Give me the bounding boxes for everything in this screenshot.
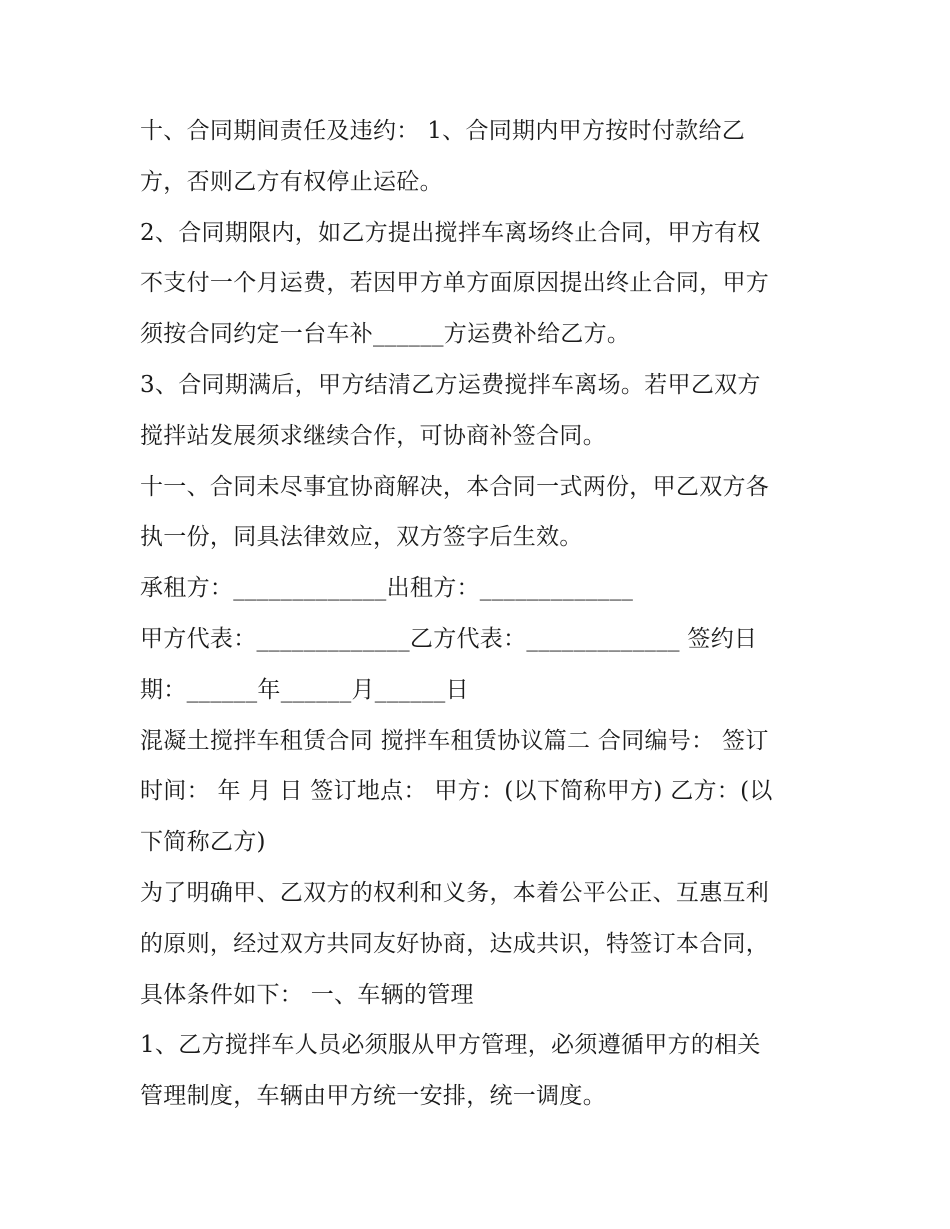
signature-line-parties: 承租方：_____________出租方：_____________ (140, 575, 634, 602)
text-line: 搅拌站发展须求继续合作，可协商补签合同。 (140, 422, 606, 449)
text-line: 方，否则乙方有权停止运砼。 (140, 168, 443, 195)
text-line: 2、合同期限内，如乙方提出搅拌车离场终止合同，甲方有权 (140, 219, 761, 246)
text-line: 十一、合同未尽事宜协商解决，本合同一式两份，甲乙双方各 (140, 473, 770, 500)
text-line: 混凝土搅拌车租赁合同 搅拌车租赁协议篇二 合同编号： 签订 (140, 727, 769, 754)
text-line: 时间： 年 月 日 签订地点： 甲方：(以下简称甲方) 乙方：(以 (140, 778, 773, 805)
text-line: 3、合同期满后，甲方结清乙方运费搅拌车离场。若甲乙双方 (140, 371, 761, 398)
text-line: 具体条件如下： 一、车辆的管理 (140, 981, 474, 1008)
text-line: 十、合同期间责任及违约： 1、合同期内甲方按时付款给乙 (140, 118, 746, 144)
signature-line-representatives: 甲方代表：_____________乙方代表：_____________ 签约日 (140, 625, 758, 652)
text-line: 为了明确甲、乙双方的权利和义务，本着公平公正、互惠互利 (140, 879, 770, 906)
text-line: 1、乙方搅拌车人员必须服从甲方管理，必须遵循甲方的相关 (140, 1032, 761, 1059)
document-body (140, 106, 820, 1122)
text-line: 下简称乙方) (140, 829, 266, 856)
text-line: 管理制度，车辆由甲方统一安排，统一调度。 (140, 1083, 606, 1110)
text-line: 执一份，同具法律效应，双方签字后生效。 (140, 524, 583, 551)
text-line: 须按合同约定一台车补______方运费补给乙方。 (140, 321, 631, 348)
signature-line-date: 期：______年______月______日 (140, 676, 469, 703)
text-line: 不支付一个月运费，若因甲方单方面原因提出终止合同，甲方 (140, 270, 770, 297)
text-line: 的原则，经过双方共同友好协商，达成共识，特签订本合同， (140, 930, 770, 957)
